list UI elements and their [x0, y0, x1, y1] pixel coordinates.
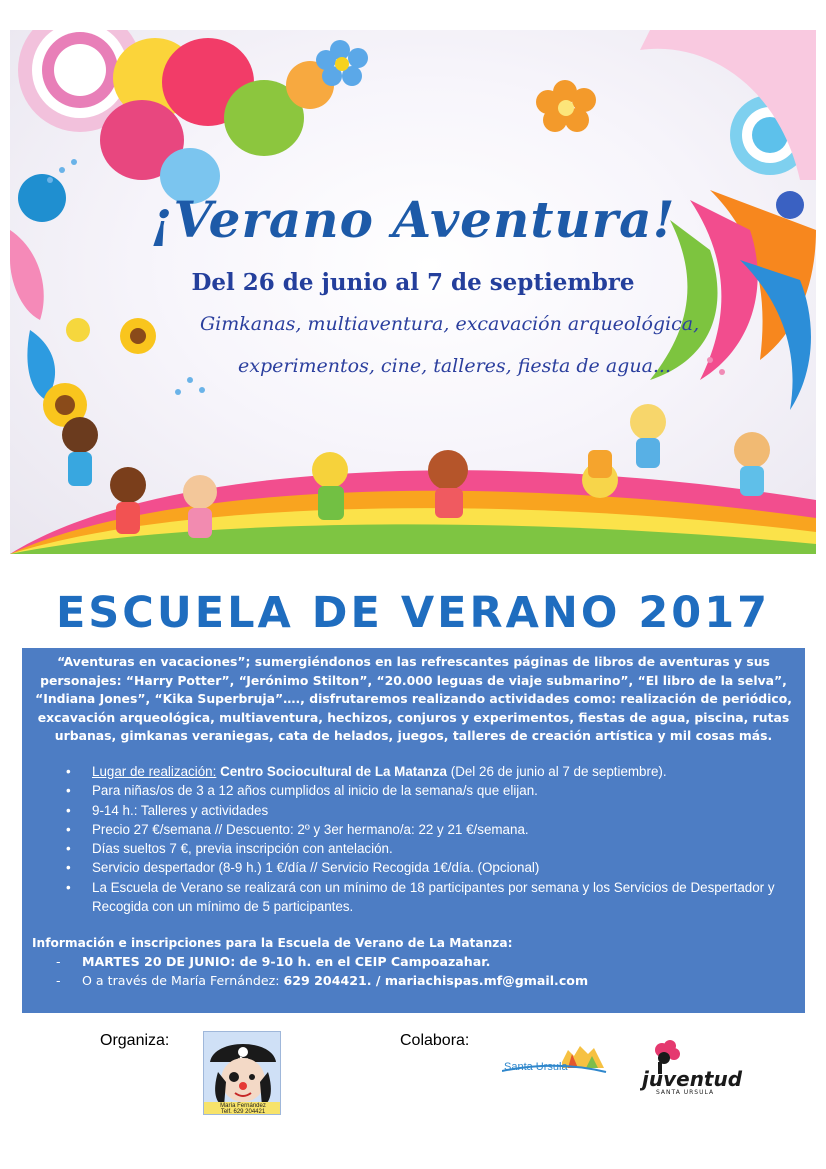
juventud-logo-text: juventud [642, 1067, 743, 1091]
location-name: Centro Sociocultural de La Matanza [220, 763, 447, 779]
banner-activities-line2: experimentos, cine, talleres, fiesta de agua... [238, 355, 672, 377]
details-list [66, 762, 795, 916]
contact-prefix: O a través de María Fernández: [82, 973, 284, 989]
location-label: Lugar de realización: [92, 763, 217, 779]
organizer-logo-phone: Telf. 629 204421 [220, 1109, 266, 1115]
contact-details[interactable]: 629 204421. / mariachispas.mf@gmail.com [283, 973, 589, 989]
banner-title: ¡Verano Aventura! [150, 190, 676, 249]
intro-paragraph: “Aventuras en vacaciones”; sumergiéndonos en las refrescantes páginas de libros de aventuras y sus personajes: “Harry Potter”, “Jerónimo Stilton”, “20.000 leguas de viaje submarino”, “El libro de la selva”, “Indiana Jones”, “Kika Superbruja”…., disfrutaremos realizando actividades como: realización de periódico, excavación arqueológica, multiaventura, hechizos, conjuros y experimentos, fiestas de agua, piscina, rutas urbanas, gimkanas veraniegas, cata de helados, juegos, talleres de creación artística y mil cosas más. [35, 654, 792, 744]
organizer-logo [203, 1031, 281, 1115]
list-item-schedule: • 9-14 h.: Talleres y actividades [66, 801, 795, 820]
info-box [22, 648, 805, 1013]
contact-line-2 [32, 971, 795, 990]
list-item-minimum: • La Escuela de Verano se realizará con un mínimo de 18 participantes por semana y los Servicios de Despertador y Recogida con un mínimo de 5 participantes. [66, 878, 795, 917]
list-item-location [66, 762, 795, 781]
colabora-label: Colabora: [400, 1032, 470, 1049]
decor-drops-left [10, 230, 90, 400]
banner-dates: Del 26 de junio al 7 de septiembre [191, 269, 635, 296]
juventud-logo-sub: SANTA URSULA [656, 1089, 715, 1096]
organizer-logo-name: María Fernández [220, 1103, 266, 1109]
contact-list [32, 952, 795, 990]
location-dates: (Del 26 de junio al 7 de septiembre). [450, 763, 667, 779]
banner-activities-line1: Gimkanas, multiaventura, excavación arqueológica, [200, 313, 700, 335]
juventud-logo [640, 1038, 754, 1096]
list-item-ages: • Para niñas/os de 3 a 12 años cumplidos al inicio de la semana/s que elijan. [66, 781, 795, 800]
santa-logo-text: Santa Ursula [504, 1061, 568, 1073]
list-item-loose-days: • Días sueltos 7 €, previa inscripción con antelación. [66, 839, 795, 858]
contact-line-1: - MARTES 20 DE JUNIO: de 9-10 h. en el CEIP Campoazahar. [32, 952, 795, 971]
contact-heading: Información e inscripciones para la Escuela de Verano de La Matanza: [32, 936, 513, 951]
decor-flowers-top [316, 40, 368, 86]
header-banner [10, 30, 816, 554]
santa-ursula-logo [502, 1038, 610, 1080]
list-item-price: • Precio 27 €/semana // Descuento: 2º y 3er hermano/a: 22 y 21 €/semana. [66, 820, 795, 839]
organiza-label: Organiza: [100, 1032, 170, 1049]
list-item-services: • Servicio despertador (8-9 h.) 1 €/día // Servicio Recogida 1€/día. (Opcional) [66, 858, 795, 877]
decor-flowers-orange [536, 80, 596, 132]
sunflowers [43, 318, 156, 427]
page-title: ESCUELA DE VERANO 2017 [55, 588, 771, 638]
